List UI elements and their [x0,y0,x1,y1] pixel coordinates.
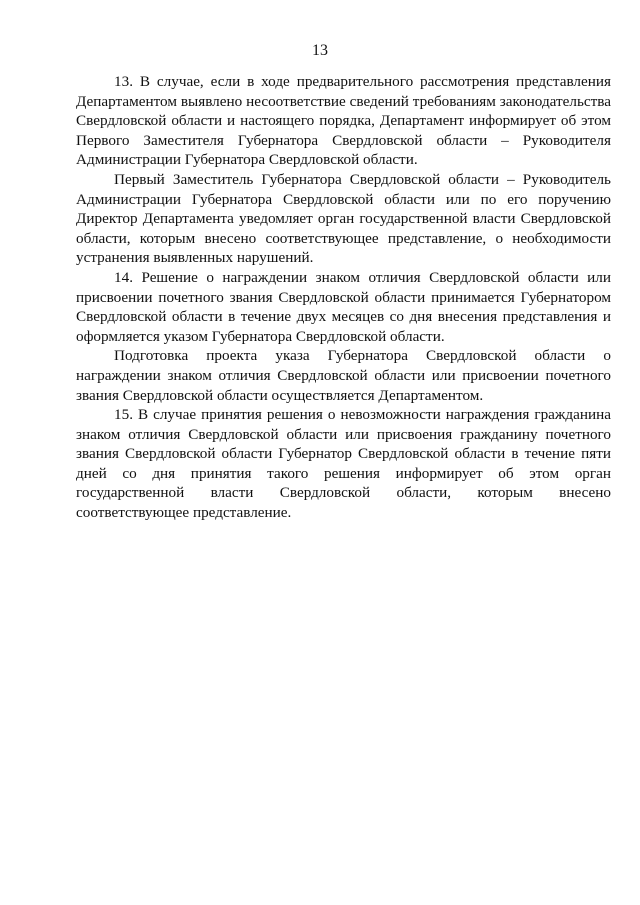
paragraph-14: 14. Решение о награждении знаком отличия Свердловской области или присвоении почетного звания Свердловской области принимается Губернатором Свердловской области в течение двух месяцев со дня внесения представления и оформляется указом Губернатора Свердловской области. [76,268,611,345]
paragraph-13: 13. В случае, если в ходе предварительного рассмотрения представления Департаментом выявлено несоответствие сведений требованиям законодательства Свердловской области и настоящего порядка, Департамент информирует об этом Первого Заместителя Губернатора Свердловской области – Руководителя Администрации Губернатора Свердловской области. [76,73,611,169]
paragraph-14-decree-preparation: Подготовка проекта указа Губернатора Свердловской области о награждении знаком отличия Свердловской области или присвоении почетного звания Свердловской области осуществляется Департаментом. [76,347,611,404]
paragraph-15: 15. В случае принятия решения о невозможности награждения гражданина знаком отличия Свердловской области или присвоения гражданину почетного звания Свердловской области Губернатор Свердловской области в течение пяти дней со дня принятия такого решения информирует об этом орган государственной власти Свердловской области, которым внесено соответствующее представление. [76,406,611,522]
document-body [76,72,611,523]
paragraph-13-notification: Первый Заместитель Губернатора Свердловской области – Руководитель Администрации Губернатора Свердловской области или по его поручению Директор Департамента уведомляет орган государственной власти Свердловской области, которым внесено соответствующее представление, о необходимости устранения выявленных нарушений. [76,170,611,267]
page-number: 13 [312,42,328,59]
